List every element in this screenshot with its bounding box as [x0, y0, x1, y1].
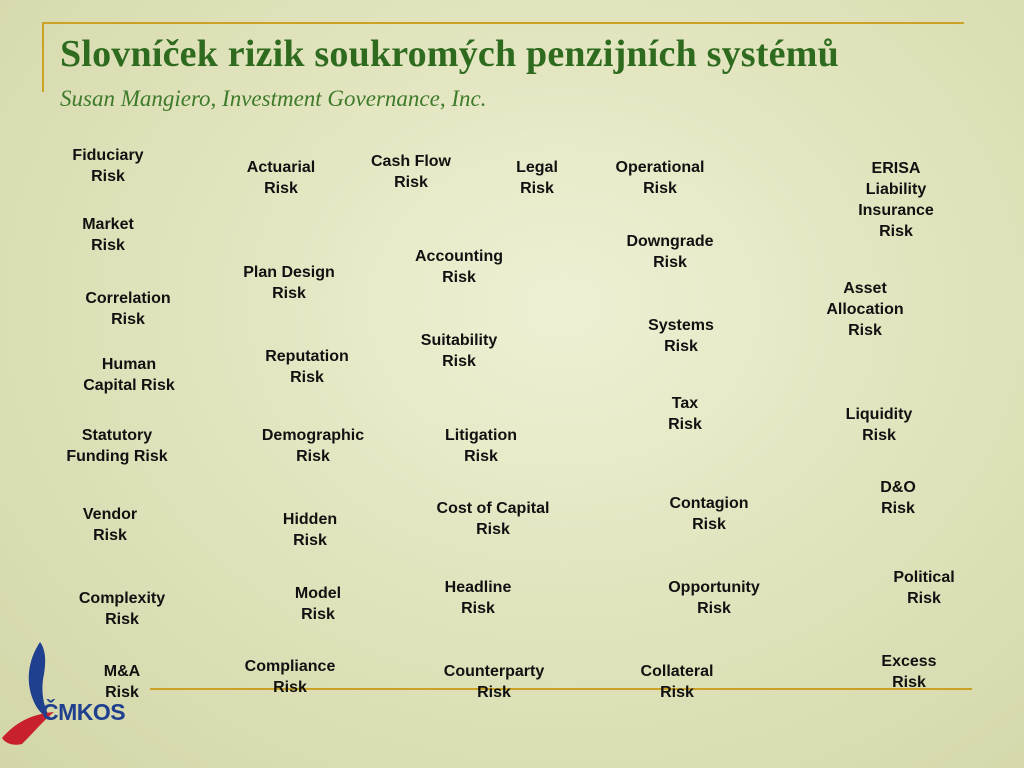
risk-item-demographic: Demographic Risk	[261, 427, 365, 465]
risk-item-cost-of-capital: Cost of Capital Risk	[436, 500, 550, 538]
left-rule	[42, 22, 44, 92]
risk-item-systems: Systems Risk	[648, 317, 714, 355]
risk-item-contagion: Contagion Risk	[669, 495, 749, 533]
risk-item-operational: Operational Risk	[615, 159, 705, 197]
risk-item-complexity: Complexity Risk	[78, 590, 166, 628]
risk-item-legal: Legal Risk	[516, 159, 558, 197]
risk-item-compliance: Compliance Risk	[244, 658, 336, 696]
risk-item-hidden: Hidden Risk	[282, 511, 338, 549]
risk-item-collateral: Collateral Risk	[640, 663, 714, 701]
risk-item-tax: Tax Risk	[668, 395, 702, 433]
risk-item-dno: D&O Risk	[880, 479, 916, 517]
risk-item-opportunity: Opportunity Risk	[668, 579, 760, 617]
risk-item-statutory-funding: Statutory Funding Risk	[66, 427, 168, 465]
risk-item-suitability: Suitability Risk	[420, 332, 498, 370]
risk-item-erisa-liability-insurance: ERISA Liability Insurance Risk	[858, 160, 934, 240]
risk-item-reputation: Reputation Risk	[265, 348, 349, 386]
risk-item-actuarial: Actuarial Risk	[246, 159, 316, 197]
top-rule	[42, 22, 964, 24]
risk-item-cash-flow: Cash Flow Risk	[370, 153, 452, 191]
slide-title: Slovníček rizik soukromých penzijních systémů	[60, 33, 839, 75]
risk-item-vendor: Vendor Risk	[82, 506, 138, 544]
risk-item-fiduciary: Fiduciary Risk	[72, 147, 144, 185]
risk-item-litigation: Litigation Risk	[445, 427, 517, 465]
risk-item-political: Political Risk	[893, 569, 955, 607]
risk-item-model: Model Risk	[294, 585, 342, 623]
risk-item-downgrade: Downgrade Risk	[626, 233, 714, 271]
risk-item-counterparty: Counterparty Risk	[443, 663, 545, 701]
risk-item-liquidity: Liquidity Risk	[845, 406, 913, 444]
risk-item-plan-design: Plan Design Risk	[243, 264, 335, 302]
risk-item-market: Market Risk	[82, 216, 134, 254]
risk-item-headline: Headline Risk	[444, 579, 512, 617]
cmkos-logo-mark-icon	[0, 640, 150, 750]
risk-item-ma: M&A Risk	[103, 663, 141, 701]
risk-item-excess: Excess Risk	[881, 653, 937, 691]
cmkos-logo	[0, 640, 150, 750]
risk-item-accounting: Accounting Risk	[415, 248, 503, 286]
risk-item-asset-allocation: Asset Allocation Risk	[826, 280, 904, 339]
slide-subtitle: Susan Mangiero, Investment Governance, Inc.	[60, 86, 487, 111]
risk-item-human-capital: Human Capital Risk	[83, 356, 175, 394]
risk-item-correlation: Correlation Risk	[85, 290, 171, 328]
logo-text: ČMKOS	[42, 699, 126, 725]
